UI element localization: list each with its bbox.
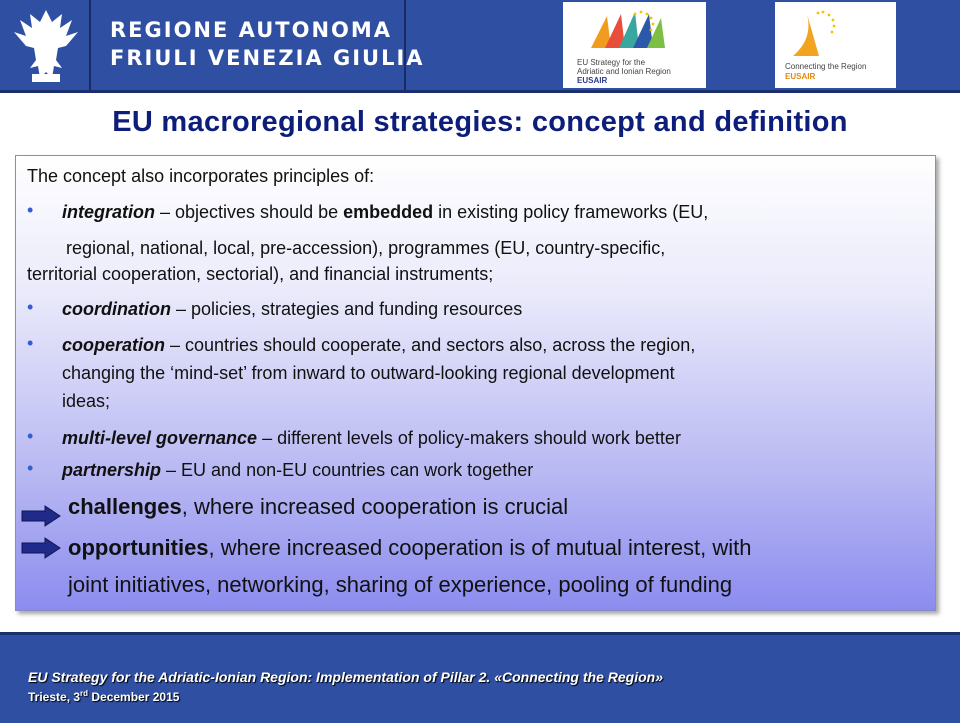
term-cooperation: cooperation xyxy=(62,335,166,355)
bullet-coordination xyxy=(62,297,522,321)
bullet-integration-cont1: regional, national, local, pre-accession), programmes (EU, country-specific, xyxy=(66,238,666,258)
logo2-brand: EUSAIR xyxy=(785,72,816,81)
bullet-integration xyxy=(62,200,708,224)
bullet-text: in existing policy frameworks (EU, xyxy=(433,202,709,222)
bullet-cooperation-cont1: changing the ‘mind-set’ from inward to outward-looking regional development xyxy=(62,363,675,383)
slide-title: EU macroregional strategies: concept and definition xyxy=(112,106,848,138)
term-governance: multi-level governance xyxy=(62,428,258,448)
bullet-dot: • xyxy=(27,297,34,317)
term-embedded: embedded xyxy=(343,202,434,222)
footer-date-pre: Trieste, 3 xyxy=(28,690,81,704)
term-challenges: challenges xyxy=(68,494,182,519)
bullet-text: – different levels of policy-makers should work better xyxy=(257,428,681,448)
region-line1: REGIONE AUTONOMA xyxy=(110,18,393,42)
bullet-integration-cont2: territorial cooperation, sectorial), and financial instruments; xyxy=(27,264,494,284)
region-name xyxy=(110,16,425,72)
bullet-text: – objectives should be xyxy=(155,202,344,222)
bullet-dot: • xyxy=(27,333,34,353)
region-line2: FRIULI VENEZIA GIULIA xyxy=(110,46,425,70)
right-arrow-icon xyxy=(21,505,61,527)
term-coordination: coordination xyxy=(62,299,171,319)
footer-date-post: December 2015 xyxy=(88,690,180,704)
bullet-partnership xyxy=(62,458,533,482)
intro-text: The concept also incorporates principles of: xyxy=(27,166,375,186)
arrow-text: , where increased cooperation is of mutual interest, with xyxy=(208,535,752,560)
bullet-text: – policies, strategies and funding resources xyxy=(171,299,523,319)
logo1-brand: EUSAIR xyxy=(577,76,608,85)
bullet-cooperation xyxy=(62,333,695,357)
bullet-dot: • xyxy=(27,200,34,220)
bullet-dot: • xyxy=(27,458,34,478)
connecting-region-logo xyxy=(775,2,896,88)
arrow-opportunities xyxy=(68,533,752,563)
logo1-caption2: Adriatic and Ionian Region xyxy=(577,67,671,76)
header-divider xyxy=(89,0,91,90)
header-banner xyxy=(0,0,960,93)
footer-banner xyxy=(0,632,960,723)
arrow-opportunities-cont: joint initiatives, networking, sharing of experience, pooling of funding xyxy=(68,572,733,597)
logo2-caption: Connecting the Region xyxy=(785,62,867,71)
footer-date-sup: rd xyxy=(80,689,89,698)
footer-date xyxy=(28,689,179,704)
logo1-caption1: EU Strategy for the xyxy=(577,58,646,67)
eusair-strategy-logo xyxy=(563,2,706,88)
eagle-emblem-icon xyxy=(8,4,84,86)
arrow-text: , where increased cooperation is crucial xyxy=(181,494,569,519)
colored-sails-icon xyxy=(581,8,671,52)
bullet-text: – EU and non-EU countries can work together xyxy=(161,460,534,480)
bullet-dot: • xyxy=(27,426,34,446)
term-partnership: partnership xyxy=(62,460,162,480)
term-integration: integration xyxy=(62,202,155,222)
bullet-governance xyxy=(62,426,681,450)
bullet-cooperation-cont2: ideas; xyxy=(62,391,111,411)
term-opportunities: opportunities xyxy=(68,535,209,560)
footer-event-title: EU Strategy for the Adriatic-Ionian Region: Implementation of Pillar 2. «Connecting the Region» xyxy=(28,669,663,685)
arrow-challenges xyxy=(68,492,568,522)
right-arrow-icon xyxy=(21,537,61,559)
bullet-text: – countries should cooperate, and sectors also, across the region, xyxy=(165,335,696,355)
content-box xyxy=(15,155,936,611)
orange-sail-icon xyxy=(785,8,845,60)
